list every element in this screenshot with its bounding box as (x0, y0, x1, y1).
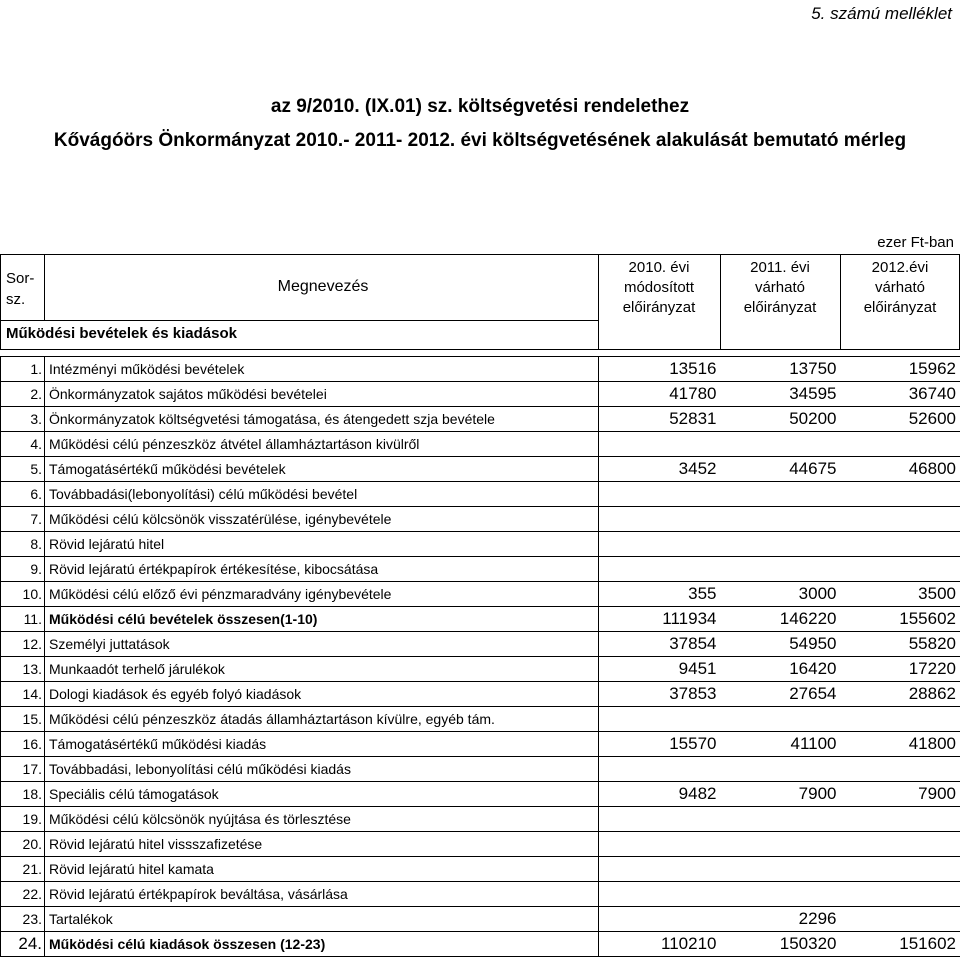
row-value-2010: 355 (599, 582, 721, 607)
row-value-2011 (721, 432, 841, 457)
row-value-2011 (721, 832, 841, 857)
header-col-2011 (720, 258, 840, 318)
row-value-2010: 9482 (599, 782, 721, 807)
unit-label: ezer Ft-ban (877, 234, 954, 251)
table-row (1, 657, 960, 682)
row-value-2012 (841, 757, 960, 782)
row-name: Működési célú kiadások összesen (12-23) (45, 932, 599, 957)
row-value-2010 (599, 482, 721, 507)
row-name: Rövid lejáratú értékpapírok beváltása, vásárlása (45, 882, 599, 907)
row-value-2012 (841, 707, 960, 732)
row-value-2011 (721, 532, 841, 557)
row-number: 12. (1, 632, 45, 657)
row-value-2011 (721, 707, 841, 732)
row-value-2011: 27654 (721, 682, 841, 707)
row-number: 13. (1, 657, 45, 682)
row-value-2010: 13516 (599, 357, 721, 382)
row-number: 17. (1, 757, 45, 782)
header-sorsz (6, 268, 34, 310)
row-value-2012: 36740 (841, 382, 960, 407)
row-value-2011 (721, 857, 841, 882)
row-value-2012: 46800 (841, 457, 960, 482)
row-number: 11. (1, 607, 45, 632)
table-row (1, 532, 960, 557)
table-row (1, 757, 960, 782)
row-value-2010: 37854 (599, 632, 721, 657)
row-value-2012: 7900 (841, 782, 960, 807)
row-value-2011: 50200 (721, 407, 841, 432)
row-value-2010 (599, 557, 721, 582)
row-value-2010 (599, 807, 721, 832)
row-value-2010: 3452 (599, 457, 721, 482)
section-title: Működési bevételek és kiadások (6, 325, 237, 342)
row-value-2011 (721, 882, 841, 907)
row-value-2011 (721, 757, 841, 782)
document-title-line2: Kővágóörs Önkormányzat 2010.- 2011- 2012. évi költségvetésének alakulását bemutató mérleg (53, 130, 907, 151)
row-number: 19. (1, 807, 45, 832)
row-value-2010: 110210 (599, 932, 721, 957)
header-col-2010-line2: módosított (623, 279, 695, 296)
header-sorsz-line1: Sor- (6, 270, 35, 287)
row-number: 9. (1, 557, 45, 582)
row-value-2012: 151602 (841, 932, 960, 957)
table-row (1, 782, 960, 807)
row-name: Rövid lejáratú hitel kamata (45, 857, 599, 882)
row-value-2011: 150320 (721, 932, 841, 957)
row-name: Rövid lejáratú hitel (45, 532, 599, 557)
row-value-2012: 28862 (841, 682, 960, 707)
row-value-2010 (599, 757, 721, 782)
budget-table (0, 356, 960, 957)
row-name: Továbbadási, lebonyolítási célú működési kiadás (45, 757, 599, 782)
table-row (1, 807, 960, 832)
row-value-2012 (841, 557, 960, 582)
row-value-2012 (841, 857, 960, 882)
row-value-2012: 15962 (841, 357, 960, 382)
table-row (1, 732, 960, 757)
row-value-2010: 9451 (599, 657, 721, 682)
header-megnevezes: Megnevezés (277, 278, 369, 295)
row-name: Működési célú pénzeszköz átadás államháztartáson kívülre, egyéb tám. (45, 707, 599, 732)
row-value-2012: 55820 (841, 632, 960, 657)
row-value-2011: 54950 (721, 632, 841, 657)
table-row (1, 632, 960, 657)
row-value-2011 (721, 807, 841, 832)
header-col-2012-line3: előirányzat (863, 299, 937, 316)
table-row (1, 907, 960, 932)
row-name: Működési célú pénzeszköz átvétel államháztartáson kivülről (45, 432, 599, 457)
row-name: Működési célú előző évi pénzmaradvány igénybevétele (45, 582, 599, 607)
budget-table-body (1, 357, 960, 957)
row-value-2010 (599, 532, 721, 557)
row-name: Támogatásértékű működési kiadás (45, 732, 599, 757)
row-value-2011: 16420 (721, 657, 841, 682)
row-name: Működési célú kölcsönök nyújtása és törlesztése (45, 807, 599, 832)
header-col-2011-line3: előirányzat (743, 299, 817, 316)
row-number: 14. (1, 682, 45, 707)
row-number: 21. (1, 857, 45, 882)
table-row (1, 382, 960, 407)
table-row (1, 482, 960, 507)
row-value-2012 (841, 907, 960, 932)
row-number: 8. (1, 532, 45, 557)
row-value-2010 (599, 907, 721, 932)
row-number: 16. (1, 732, 45, 757)
header-col-2011-line1: 2011. évi (750, 259, 810, 276)
row-name: Önkormányzatok sajátos működési bevételei (45, 382, 599, 407)
table-row (1, 357, 960, 382)
row-value-2011 (721, 482, 841, 507)
document-title-line1: az 9/2010. (IX.01) sz. költségvetési rendelethez (270, 96, 690, 117)
row-number: 6. (1, 482, 45, 507)
row-value-2012 (841, 882, 960, 907)
table-row (1, 882, 960, 907)
row-number: 22. (1, 882, 45, 907)
row-value-2011: 3000 (721, 582, 841, 607)
row-value-2012 (841, 432, 960, 457)
row-value-2012: 3500 (841, 582, 960, 607)
row-name: Működési célú bevételek összesen(1-10) (45, 607, 599, 632)
row-number: 5. (1, 457, 45, 482)
row-value-2010: 41780 (599, 382, 721, 407)
header-col-2010 (598, 258, 720, 318)
header-col-2011-line2: várható (754, 279, 806, 296)
row-value-2010: 15570 (599, 732, 721, 757)
row-name: Rövid lejáratú hitel vissszafizetése (45, 832, 599, 857)
row-name: Továbbadási(lebonyolítási) célú működési bevétel (45, 482, 599, 507)
row-value-2011: 2296 (721, 907, 841, 932)
row-value-2011: 13750 (721, 357, 841, 382)
table-row (1, 407, 960, 432)
header-sorsz-line2: sz. (6, 291, 26, 308)
row-value-2012 (841, 482, 960, 507)
row-name: Dologi kiadások és egyéb folyó kiadások (45, 682, 599, 707)
table-row (1, 932, 960, 957)
row-name: Személyi juttatások (45, 632, 599, 657)
row-value-2010: 37853 (599, 682, 721, 707)
row-value-2010 (599, 857, 721, 882)
row-value-2011: 146220 (721, 607, 841, 632)
table-row (1, 557, 960, 582)
row-number: 3. (1, 407, 45, 432)
row-value-2011 (721, 557, 841, 582)
table-row (1, 507, 960, 532)
header-col-2012-line1: 2012.évi (871, 259, 929, 276)
table-row (1, 832, 960, 857)
row-value-2011: 34595 (721, 382, 841, 407)
table-row (1, 707, 960, 732)
row-number: 18. (1, 782, 45, 807)
row-value-2010 (599, 707, 721, 732)
row-number: 10. (1, 582, 45, 607)
row-value-2011: 44675 (721, 457, 841, 482)
row-value-2010 (599, 882, 721, 907)
row-value-2010 (599, 507, 721, 532)
table-row (1, 582, 960, 607)
row-number: 23. (1, 907, 45, 932)
table-row (1, 457, 960, 482)
row-value-2011: 7900 (721, 782, 841, 807)
header-col-2012-line2: várható (874, 279, 926, 296)
row-name: Speciális célú támogatások (45, 782, 599, 807)
row-value-2012: 41800 (841, 732, 960, 757)
row-number: 7. (1, 507, 45, 532)
row-name: Önkormányzatok költségvetési támogatása, és átengedett szja bevétele (45, 407, 599, 432)
row-name: Tartalékok (45, 907, 599, 932)
row-value-2010: 111934 (599, 607, 721, 632)
header-col-2010-line3: előirányzat (622, 299, 696, 316)
row-number: 24. (1, 932, 45, 957)
row-value-2010 (599, 832, 721, 857)
row-number: 15. (1, 707, 45, 732)
row-name: Intézményi működési bevételek (45, 357, 599, 382)
row-value-2012: 155602 (841, 607, 960, 632)
row-name: Rövid lejáratú értékpapírok értékesítése, kibocsátása (45, 557, 599, 582)
row-value-2011 (721, 507, 841, 532)
row-value-2010 (599, 432, 721, 457)
row-name: Munkaadót terhelő járulékok (45, 657, 599, 682)
annex-label: 5. számú melléklet (811, 4, 952, 23)
row-name: Működési célú kölcsönök visszatérülése, igénybevétele (45, 507, 599, 532)
table-row (1, 432, 960, 457)
table-row (1, 857, 960, 882)
row-number: 2. (1, 382, 45, 407)
header-col-2012 (840, 258, 960, 318)
row-value-2012 (841, 807, 960, 832)
table-row (1, 607, 960, 632)
row-name: Támogatásértékű működési bevételek (45, 457, 599, 482)
row-number: 4. (1, 432, 45, 457)
row-value-2012: 52600 (841, 407, 960, 432)
row-value-2012: 17220 (841, 657, 960, 682)
header-col-2010-line1: 2010. évi (628, 259, 690, 276)
row-value-2012 (841, 507, 960, 532)
table-row (1, 682, 960, 707)
row-value-2010: 52831 (599, 407, 721, 432)
row-number: 20. (1, 832, 45, 857)
row-value-2012 (841, 832, 960, 857)
row-value-2011: 41100 (721, 732, 841, 757)
row-value-2012 (841, 532, 960, 557)
table-header (0, 254, 960, 350)
row-number: 1. (1, 357, 45, 382)
